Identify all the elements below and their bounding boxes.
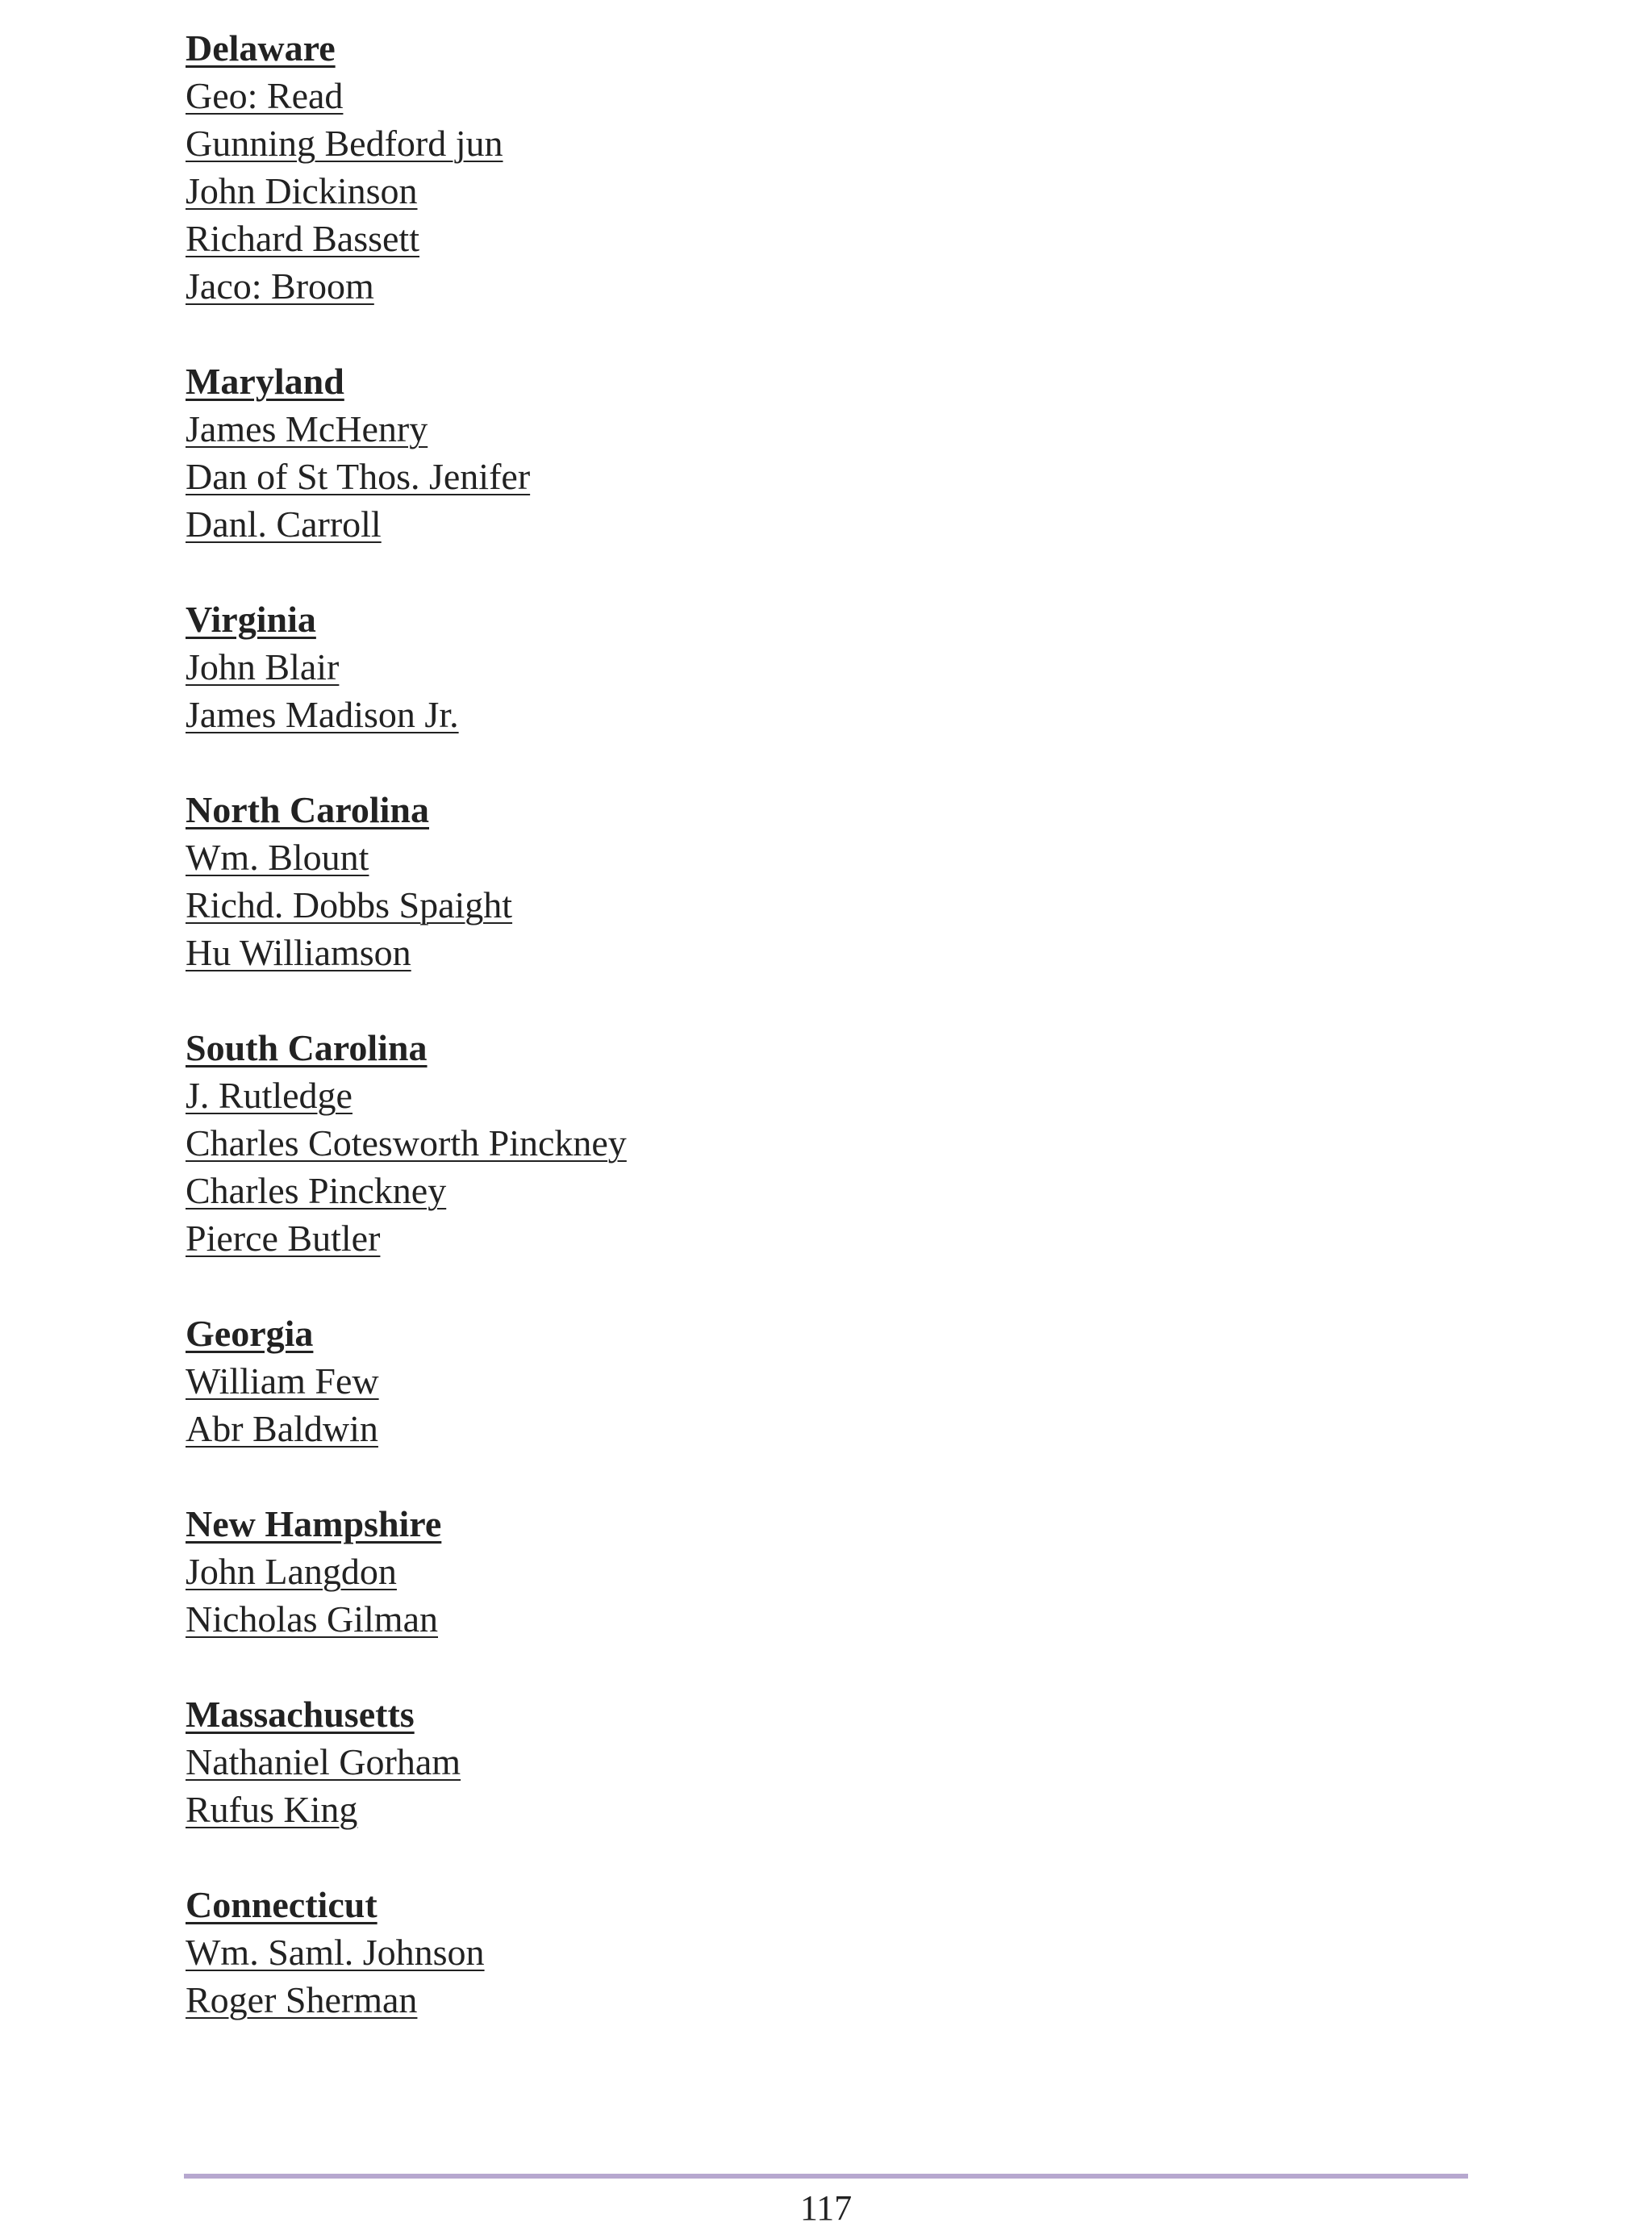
state-heading: Delaware (186, 27, 336, 69)
state-group-connecticut (186, 1881, 1476, 2024)
footer-divider (184, 2174, 1468, 2179)
signer-name[interactable]: Charles Cotesworth Pinckney (186, 1122, 627, 1164)
state-heading: North Carolina (186, 789, 429, 830)
state-heading: New Hampshire (186, 1503, 442, 1544)
state-heading: Massachusetts (186, 1694, 415, 1735)
signer-name[interactable]: Nathaniel Gorham (186, 1741, 461, 1782)
state-group-maryland (186, 357, 1476, 548)
signer-name[interactable]: J. Rutledge (186, 1075, 353, 1116)
state-group-north-carolina (186, 786, 1476, 976)
signer-name[interactable]: Wm. Blount (186, 837, 369, 878)
signer-name[interactable]: Wm. Saml. Johnson (186, 1932, 485, 1973)
page-number: 117 (799, 2188, 853, 2228)
signer-name[interactable]: Roger Sherman (186, 1979, 418, 2020)
signer-name[interactable]: Hu Williamson (186, 932, 411, 973)
signer-name[interactable]: James McHenry (186, 408, 428, 449)
signer-name[interactable]: Gunning Bedford jun (186, 123, 503, 164)
signer-name[interactable]: Richard Bassett (186, 218, 419, 259)
signer-name[interactable]: Richd. Dobbs Spaight (186, 884, 513, 925)
state-group-new-hampshire (186, 1500, 1476, 1643)
signer-name[interactable]: John Langdon (186, 1551, 397, 1592)
signer-name[interactable]: William Few (186, 1360, 379, 1402)
state-heading: Maryland (186, 361, 344, 402)
signer-name[interactable]: Rufus King (186, 1789, 358, 1830)
state-heading: Connecticut (186, 1884, 378, 1925)
state-heading: Virginia (186, 599, 316, 640)
signer-name[interactable]: Dan of St Thos. Jenifer (186, 456, 531, 497)
signer-name[interactable]: John Blair (186, 646, 340, 687)
state-group-virginia (186, 595, 1476, 738)
signer-name[interactable]: Abr Baldwin (186, 1408, 378, 1449)
signer-name[interactable]: John Dickinson (186, 170, 418, 211)
signer-name[interactable]: James Madison Jr. (186, 694, 459, 735)
state-group-delaware (186, 24, 1476, 310)
state-heading: Georgia (186, 1313, 314, 1354)
signer-name[interactable]: Danl. Carroll (186, 503, 382, 545)
signer-name[interactable]: Jaco: Broom (186, 265, 374, 307)
signatories-list (186, 24, 1476, 2071)
signer-name[interactable]: Charles Pinckney (186, 1170, 447, 1211)
state-heading: South Carolina (186, 1027, 428, 1068)
state-group-south-carolina (186, 1024, 1476, 1262)
signer-name[interactable]: Geo: Read (186, 75, 344, 116)
signer-name[interactable]: Nicholas Gilman (186, 1598, 438, 1640)
signer-name[interactable]: Pierce Butler (186, 1218, 381, 1259)
state-group-massachusetts (186, 1690, 1476, 1833)
state-group-georgia (186, 1310, 1476, 1452)
